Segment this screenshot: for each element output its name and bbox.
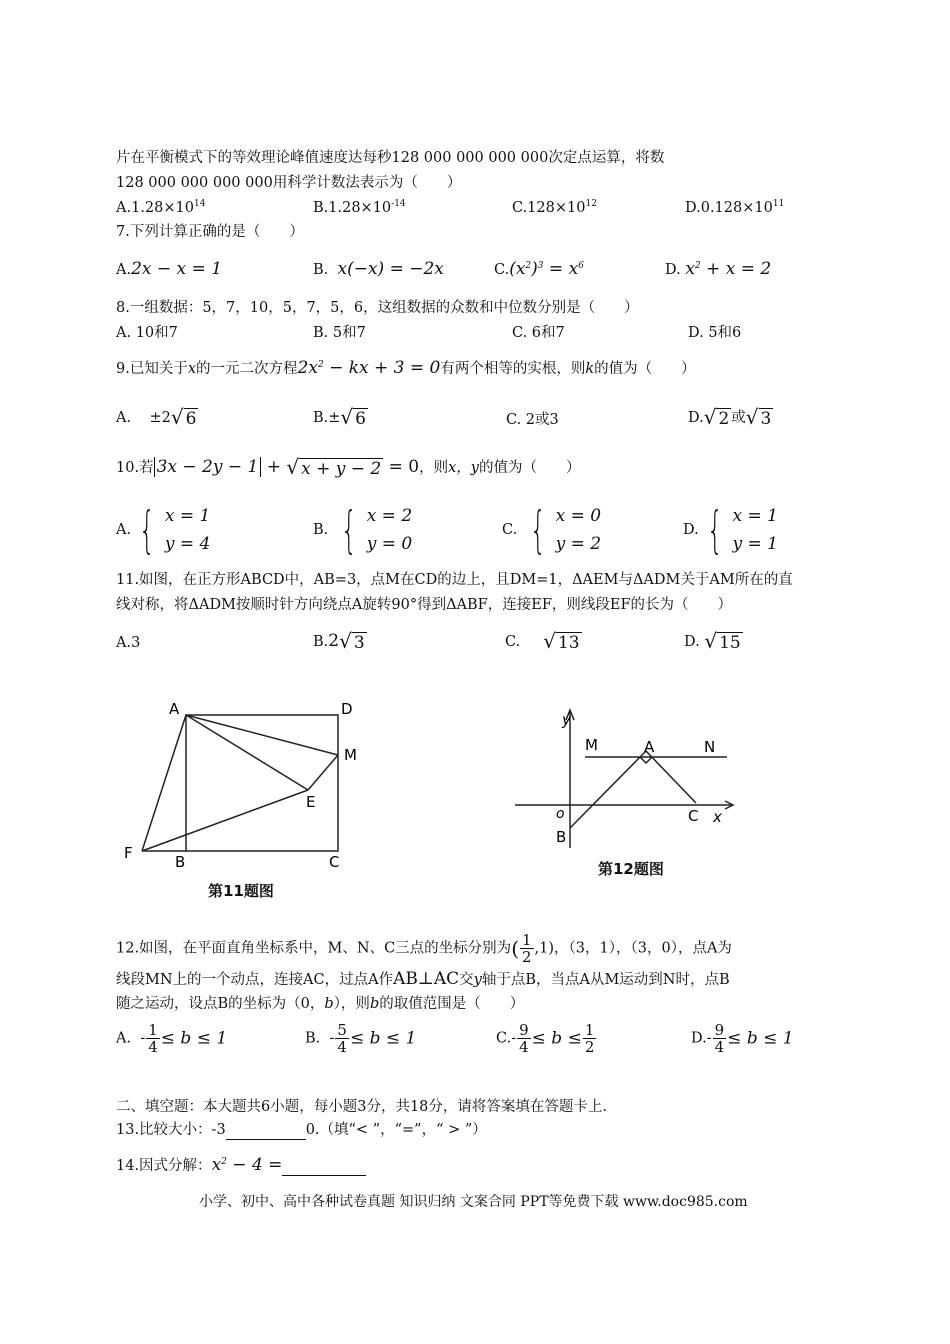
q6-option-d: $D.0.128\times 10^{11}$	[685, 199, 785, 216]
q13-answer-blank[interactable]	[226, 1124, 306, 1140]
q12-stem-line1: 12.如图，在平面直角坐标系中，M、N、C三点的坐标分别为( $\frac{1}{2}$ ,1)，（3，1），（3，0），点A为	[116, 931, 732, 966]
q8-option-b: B. 5和7	[313, 325, 366, 341]
q12-stem-line2: 线段MN上的一个动点，连接AC，过点A作AB⊥AC交y轴于点B，当点A从M运动到N时，点B	[116, 969, 730, 989]
q9-option-b: B.± √ 6	[313, 405, 366, 429]
figure-11	[115, 690, 375, 870]
fig12-label-a: A	[644, 738, 655, 756]
q12-option-c: C.- $\frac{9}{4}$ ≤ b ≤ $\frac{1}{2}$	[496, 1021, 595, 1056]
q7-option-d: D. $x^2 + x = 2$	[665, 259, 772, 279]
q6-stem-line2: 128 000 000 000 000用科学计数法表示为（ ）	[116, 175, 462, 191]
fig11-label-c: C	[329, 853, 340, 870]
q11-stem-line1: 11.如图，在正方形ABCD中，AB=3，点M在CD的边上，且DM=1，ΔAEM与ΔADM关于AM所在的直	[116, 572, 793, 588]
figure-11-caption: 第11题图	[208, 882, 274, 900]
fig11-label-m: M	[344, 746, 357, 764]
q8-option-c: C. 6和7	[512, 325, 565, 341]
fig12-label-c: C	[688, 807, 699, 825]
q7-option-b: B. x(−x) = −2x	[313, 259, 444, 279]
q9-option-d: D. √ 2 或 √ 3	[688, 405, 772, 429]
q12-option-b: B. - $\frac{5}{4}$ ≤ b ≤ 1	[305, 1021, 417, 1056]
q10-option-a: A. { x = 1 y = 4	[116, 501, 211, 559]
q10-option-b: B. { x = 2 y = 0	[313, 501, 413, 559]
segment-ac	[646, 751, 696, 803]
footer-text: 小学、初中、高中各种试卷真题 知识归纳 文案合同 PPT等免费下载 www.doc985.com	[199, 1194, 748, 1210]
segment-em	[308, 755, 338, 790]
q6-option-b: $B.1.28\times 10^{-14}$	[313, 199, 406, 216]
q8-option-a: A. 10和7	[116, 325, 178, 341]
q11-stem-line2: 线对称，将ΔADM按顺时针方向绕点A旋转90°得到ΔABF，连接EF，则线段EF的长为（ ）	[116, 597, 733, 613]
q8-stem: 8.一组数据：5，7，10，5，7，5，6，这组数据的众数和中位数分别是（ ）	[116, 300, 639, 316]
fig12-label-y: y	[562, 711, 571, 729]
q12-stem-line3: 随之运动，设点B的坐标为（0，b），则b的取值范围是（ ）	[116, 996, 525, 1012]
q7-option-c: $C.(x^2)^3 = x^6$	[494, 259, 584, 279]
q12-option-a: A. - $\frac{1}{4}$ ≤ b ≤ 1	[116, 1021, 228, 1056]
q9-stem: 9.已知关于x的一元二次方程$2x^2$ − kx + 3 = 0有两个相等的实根，则k的值为（ ）	[116, 358, 696, 378]
fig12-label-origin: o	[556, 806, 565, 822]
segment-af	[142, 715, 186, 851]
figure-12	[505, 700, 745, 860]
q11-option-a: A.3	[116, 635, 141, 651]
q6-option-a: $A.1.28\times 10^{14}$	[116, 199, 206, 216]
segment-ef	[142, 790, 308, 851]
right-angle-mark	[640, 757, 652, 763]
segment-am	[186, 715, 338, 755]
q14-answer-blank[interactable]	[282, 1158, 366, 1176]
fig12-label-x: x	[713, 808, 722, 826]
fig12-label-b: B	[556, 828, 567, 846]
q11-option-d: D. √ 15	[684, 629, 741, 653]
q10-option-c: C. { x = 0 y = 2	[502, 501, 602, 559]
q6-option-c: $C.128\times 10^{12}$	[512, 199, 597, 216]
q7-stem: 7.下列计算正确的是（ ）	[116, 224, 304, 240]
q11-option-b: B.2 √ 3	[313, 629, 365, 653]
fig12-label-m: M	[585, 736, 598, 754]
q7-option-a: A.2x − x = 1	[116, 259, 223, 279]
segment-ae	[186, 715, 308, 790]
section-2-heading: 二、填空题：本大题共6小题，每小题3分，共18分，请将答案填在答题卡上.	[116, 1099, 608, 1115]
q8-option-d: D. 5和6	[688, 325, 742, 341]
fig12-label-n: N	[704, 738, 716, 756]
q9-option-a: A. ±2 √ 6	[116, 405, 197, 429]
figure-12-caption: 第12题图	[598, 860, 664, 878]
q11-option-c: C. √ 13	[505, 629, 580, 653]
q10-stem: 10.若 3x − 2y − 1 + √ x + y − 2 = 0，则x，y的值为（ ）	[116, 455, 581, 479]
q6-stem-line1: 片在平衡模式下的等效理论峰值速度达每秒128 000 000 000 000次定点运算，将数	[116, 150, 665, 166]
fig11-label-e: E	[306, 793, 316, 811]
q13-stem: 13.比较大小：-3 0.（填“< ”，“=”，“ > ”）	[116, 1122, 487, 1138]
q10-option-d: D. { x = 1 y = 1	[683, 501, 779, 559]
q9-option-c: C. 2或3	[506, 412, 559, 428]
segment-ba	[570, 751, 646, 828]
q14-stem: 14.因式分解：$x^2 - 4$ =	[116, 1155, 366, 1176]
fig11-label-d: D	[341, 700, 353, 718]
q12-option-d: D.- $\frac{9}{4}$ ≤ b ≤ 1	[691, 1021, 794, 1056]
fig11-label-f: F	[124, 844, 133, 862]
fig11-label-b: B	[175, 853, 186, 870]
fig11-label-a: A	[169, 700, 180, 718]
